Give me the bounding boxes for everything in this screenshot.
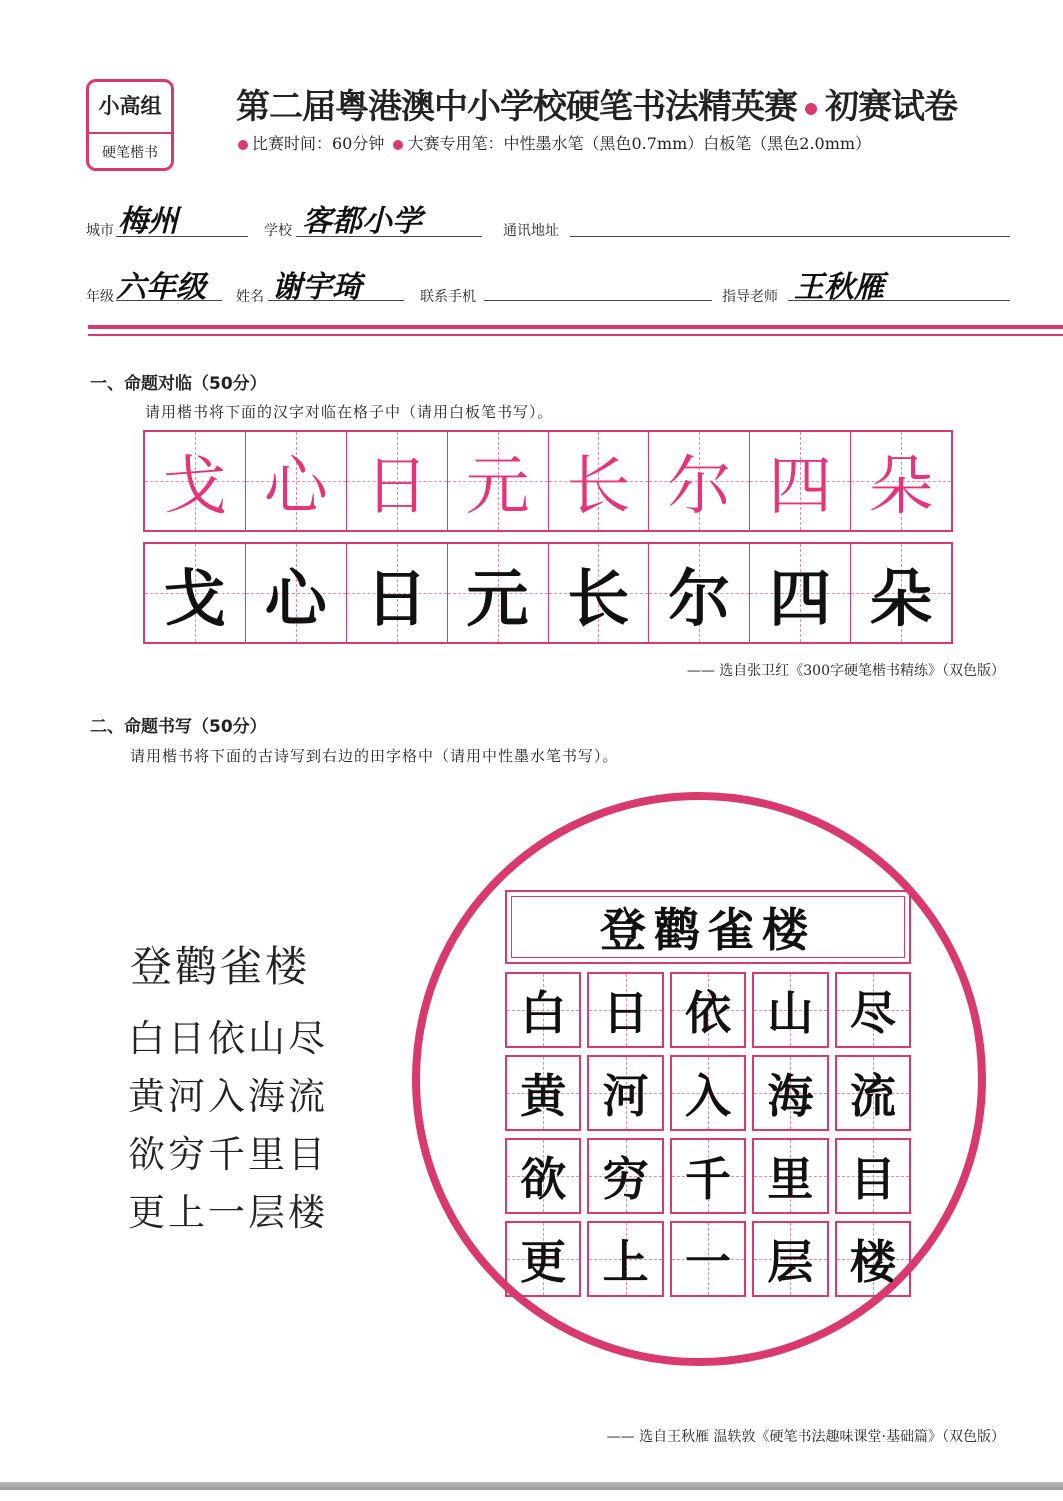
- scan-edge-bar: [0, 1482, 1063, 1490]
- writing-row: [505, 972, 911, 1048]
- divider-line-thin: [88, 334, 1063, 336]
- badge-group: 小高组: [98, 94, 162, 118]
- writing-cell[interactable]: [587, 1138, 663, 1214]
- copy-char: 尔: [668, 561, 731, 635]
- writing-cell[interactable]: [587, 1055, 663, 1131]
- writing-cell[interactable]: [505, 1138, 581, 1214]
- model-char: 朵: [869, 450, 934, 524]
- model-cell: [245, 432, 346, 530]
- written-char: 黄: [520, 1069, 567, 1123]
- page-title: [236, 79, 957, 128]
- copy-char: 元: [466, 561, 529, 635]
- written-char: 依: [685, 986, 732, 1040]
- writing-cell[interactable]: [587, 972, 663, 1048]
- writing-cell[interactable]: [505, 1221, 581, 1297]
- writing-cell[interactable]: [505, 972, 581, 1048]
- poem-title: 登鹳雀楼: [130, 942, 311, 991]
- phone-underline: [484, 300, 712, 301]
- section1-source: —— 选自张卫红《300字硬笔楷书精练》（双色版）: [686, 663, 1005, 679]
- writing-row: [505, 1055, 911, 1131]
- writing-cell[interactable]: [670, 1055, 746, 1131]
- model-char: 长: [566, 450, 631, 524]
- phone-label: 联系手机: [420, 289, 476, 305]
- written-char: 上: [602, 1235, 649, 1289]
- written-char: 日: [602, 986, 649, 1040]
- poem-line: 欲穷千里目: [128, 1133, 328, 1176]
- writing-cell[interactable]: [670, 1138, 746, 1214]
- school-label: 学校: [264, 223, 292, 239]
- title-suffix: 初赛试卷: [825, 87, 957, 127]
- writing-cell[interactable]: [505, 1055, 581, 1131]
- copy-cell[interactable]: [749, 544, 850, 642]
- grade-field[interactable]: 六年级: [116, 270, 206, 305]
- written-char: 千: [685, 1152, 732, 1206]
- copy-char: 四: [769, 561, 832, 635]
- model-char: 元: [465, 450, 530, 524]
- writing-cell[interactable]: [587, 1221, 663, 1297]
- written-char: 入: [685, 1069, 732, 1123]
- written-char: 层: [767, 1235, 814, 1289]
- copy-char: 长: [567, 561, 630, 635]
- copy-cell[interactable]: [447, 544, 548, 642]
- writing-cell[interactable]: [835, 972, 911, 1048]
- written-char: 目: [849, 1152, 896, 1206]
- copy-char: 戈: [163, 561, 226, 635]
- model-char: 尔: [667, 450, 732, 524]
- writing-cell[interactable]: [670, 972, 746, 1048]
- written-char: 欲: [520, 1152, 567, 1206]
- copy-char: 心: [264, 561, 327, 635]
- written-title: 登鹳雀楼: [600, 903, 816, 957]
- copy-cell[interactable]: [850, 544, 951, 642]
- copy-cell[interactable]: [346, 544, 447, 642]
- copy-cell[interactable]: [245, 544, 346, 642]
- written-char: 楼: [849, 1235, 896, 1289]
- copy-cell[interactable]: [548, 544, 649, 642]
- school-field[interactable]: 客都小学: [302, 204, 422, 239]
- model-cell: [850, 432, 951, 530]
- writing-cell[interactable]: [835, 1138, 911, 1214]
- copy-cell[interactable]: [648, 544, 749, 642]
- section1-instruction: 请用楷书将下面的汉字对临在格子中（请用白板笔书写）。: [145, 403, 554, 421]
- group-badge: [86, 79, 174, 171]
- copy-grid[interactable]: [143, 542, 953, 644]
- section2-source: —— 选自王秋雁 温轶敦《硬笔书法趣味课堂·基础篇》（双色版）: [606, 1429, 1005, 1445]
- model-cell: [648, 432, 749, 530]
- model-char: 日: [364, 450, 429, 524]
- model-char: 心: [263, 450, 328, 524]
- writing-cell[interactable]: [835, 1055, 911, 1131]
- written-char: 尽: [849, 986, 896, 1040]
- writing-cell[interactable]: [752, 1055, 828, 1131]
- written-char: 流: [849, 1069, 896, 1123]
- address-underline: [570, 236, 1010, 237]
- writing-row: [505, 1221, 911, 1297]
- poem-line: 黄河入海流: [128, 1075, 328, 1118]
- model-char: 戈: [162, 450, 227, 524]
- writing-cell[interactable]: [752, 1221, 828, 1297]
- name-label: 姓名: [236, 289, 264, 305]
- section2-instruction: 请用楷书将下面的古诗写到右边的田字格中（请用中性墨水笔书写）。: [130, 747, 619, 765]
- exam-time: 比赛时间：60分钟: [252, 134, 385, 153]
- section1-heading: 一、命题对临（50分）: [90, 374, 267, 394]
- bullet-dot-icon: [238, 140, 248, 150]
- copy-char: 日: [365, 561, 428, 635]
- teacher-field[interactable]: 王秋雁: [794, 270, 884, 305]
- written-char: 山: [767, 986, 814, 1040]
- teacher-label: 指导老师: [722, 289, 778, 305]
- writing-row: [505, 1138, 911, 1214]
- name-field[interactable]: 谢宇琦: [272, 270, 362, 305]
- model-cell: [548, 432, 649, 530]
- exam-info: [238, 131, 871, 154]
- title-main: 第二届粤港澳中小学校硬笔书法精英赛: [236, 87, 797, 127]
- copy-char: 朵: [870, 561, 933, 635]
- written-title-box[interactable]: [505, 890, 911, 964]
- writing-cell[interactable]: [752, 972, 828, 1048]
- written-char: 海: [767, 1069, 814, 1123]
- bullet-dot-icon: [393, 140, 403, 150]
- badge-category: 硬笔楷书: [89, 132, 171, 170]
- written-char: 一: [685, 1235, 732, 1289]
- model-grid: [143, 430, 953, 532]
- model-cell: [749, 432, 850, 530]
- grade-label: 年级: [86, 289, 114, 305]
- poem-line: 白日依山尽: [128, 1017, 328, 1060]
- model-cell: [346, 432, 447, 530]
- model-cell: [145, 432, 245, 530]
- written-char: 白: [520, 986, 567, 1040]
- model-char: 四: [768, 450, 833, 524]
- written-char: 穷: [602, 1152, 649, 1206]
- written-char: 里: [767, 1152, 814, 1206]
- section2-heading: 二、命题书写（50分）: [90, 717, 267, 737]
- writing-cell[interactable]: [670, 1221, 746, 1297]
- model-cell: [447, 432, 548, 530]
- copy-cell[interactable]: [145, 544, 245, 642]
- city-label: 城市: [86, 223, 114, 239]
- poem-line: 更上一层楼: [128, 1191, 328, 1234]
- writing-cell[interactable]: [835, 1221, 911, 1297]
- address-label: 通讯地址: [503, 223, 559, 239]
- exam-pens: 大赛专用笔：中性墨水笔（黑色0.7mm）白板笔（黑色2.0mm）: [407, 134, 872, 153]
- written-char: 更: [520, 1235, 567, 1289]
- written-char: 河: [602, 1069, 649, 1123]
- writing-cell[interactable]: [752, 1138, 828, 1214]
- divider-line: [88, 325, 1063, 329]
- city-field[interactable]: 梅州: [118, 204, 178, 239]
- title-dot-icon: [805, 103, 817, 115]
